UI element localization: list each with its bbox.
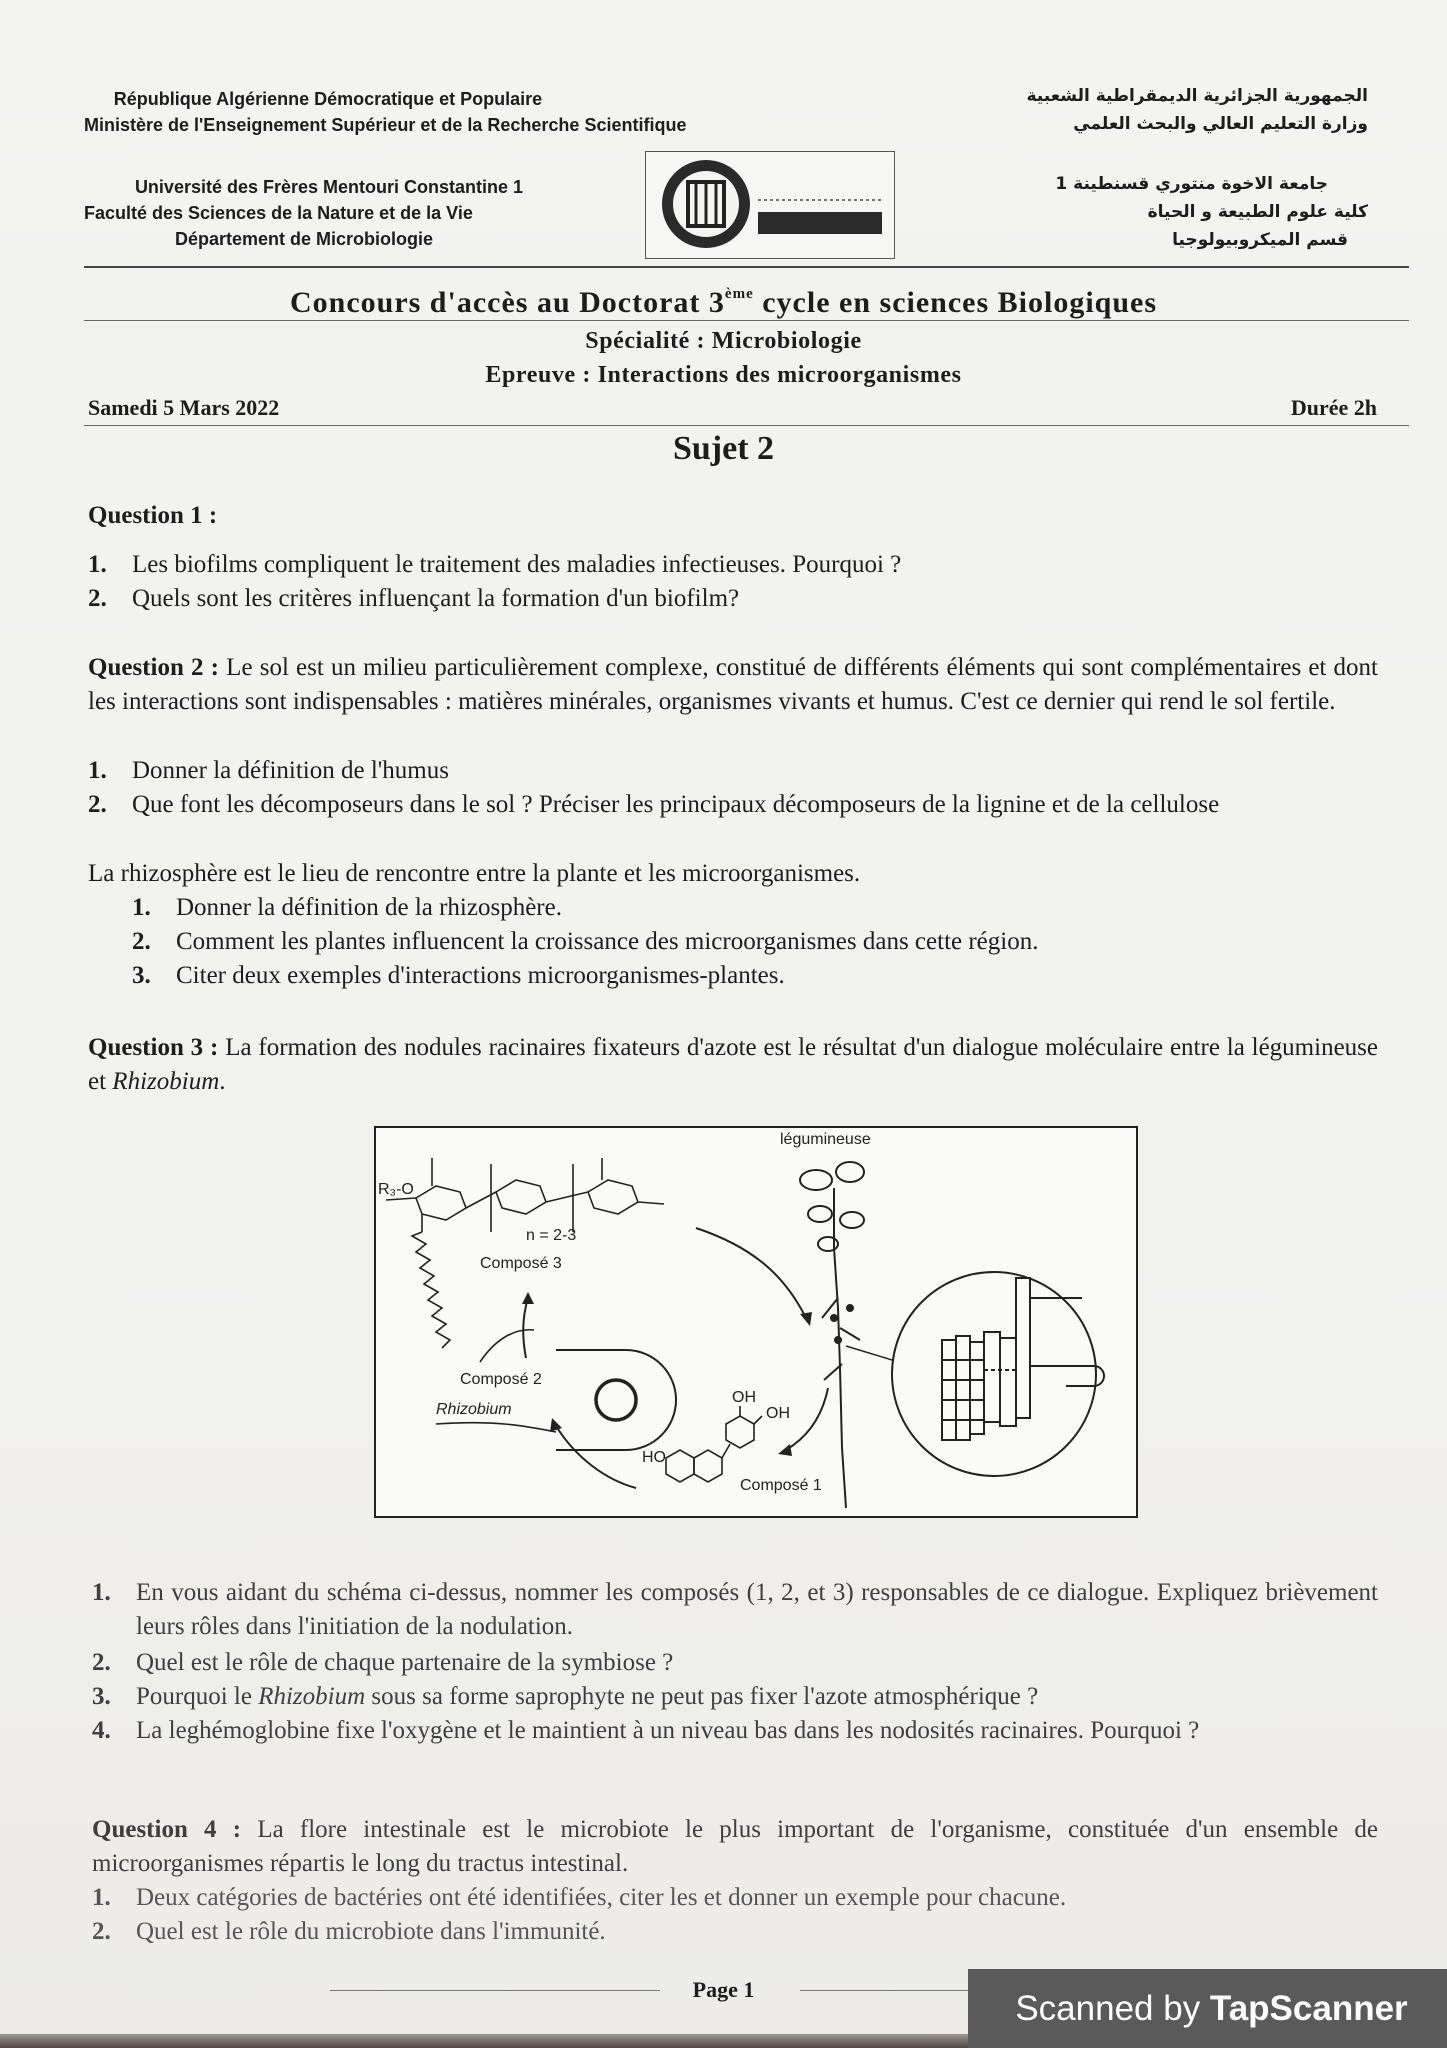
arrow-to-compose-3 [523,1298,528,1358]
nodulation-diagram-svg [376,1128,1136,1516]
header-divider [84,266,1409,268]
header-department: Département de Microbiologie [174,229,434,249]
nod-factor-n-label: n = 2-3 [526,1227,577,1244]
flavonoid-molecule [666,1406,762,1482]
question-3-intro: Question 3 : La formation des nodules racinaires fixateurs d'azote est le résultat d'un dialogue moléculaire entre la légumineuse et Rhizobium. [88,1034,1378,1095]
header-university: Université des Frères Mentouri Constantine 1 [134,177,524,197]
question-1-list [88,548,1378,616]
nod-factor-molecule [386,1158,664,1348]
header-faculty: Faculté des Sciences de la Nature et de la Vie [84,203,473,223]
header-right-bottom [940,170,1368,254]
arrow-head-icon [550,1418,562,1432]
scanner-watermark: Scanned by TapScanner [968,1969,1447,2048]
header-faculty-ar: كلية علوم الطبيعة و الحياة [1147,202,1368,222]
logo-emblem-icon [646,152,894,258]
legume-plant [800,1162,864,1508]
list-item: 2. Quels sont les critères influençant la formation d'un biofilm? [88,585,740,612]
svg-text:R₃-O: R₃-O [378,1181,414,1198]
header-department-ar: قسم الميكروبيولوجيا [1172,230,1348,250]
header-left-bottom [84,174,554,252]
list-item: 2. Que font les décomposeurs dans le sol ? Préciser les principaux décomposeurs de la lignine et de la cellulose [88,791,1220,818]
header-right-top [940,82,1368,138]
rhizobium-cell [556,1350,676,1450]
page-number: Page 1 [692,1977,755,2002]
legumineuse-label: légumineuse [780,1131,871,1148]
arrow-head-icon [778,1444,792,1456]
header-ministry-ar: وزارة التعليم العالي والبحث العلمي [1073,114,1368,134]
question-2-list [88,754,1378,822]
list-item: 1. Donner la définition de l'humus [88,757,449,784]
exam-date: Samedi 5 Mars 2022 [88,395,280,420]
rhizosphere-intro: La rhizosphère est le lieu de rencontre entre la plante et les microorganismes. [88,860,861,887]
question-1-heading: Question 1 : [88,502,218,529]
compose-1-label: Composé 1 [740,1477,822,1494]
list-item: 1. Deux catégories de bactéries ont été identifiées, citer les et donner un exemple pour chacune. [92,1884,1067,1911]
svg-text:HO: HO [642,1449,666,1466]
arrow-to-compose-1 [786,1388,828,1450]
footer-rule-right [800,1990,968,1991]
svg-text:OH: OH [766,1405,790,1422]
question-4-intro: Question 4 : La flore intestinale est le microbiote le plus important de l'organisme, constituée d'un ensemble de microorganismes répartis le long du tractus intestinal. [92,1816,1378,1877]
rhizobium-label: Rhizobium [436,1401,512,1418]
arrow-to-plant [696,1228,806,1318]
arrow-to-rhizobium [556,1426,636,1488]
title-underline [84,320,1409,321]
header-left-top [98,86,598,112]
date-underline [84,425,1409,426]
exam-epreuve: Epreuve : Interactions des microorganismes [485,362,962,388]
header-university-ar: جامعة الاخوة منتوري قسنطينة 1 [1055,174,1328,194]
list-item: 1. Donner la définition de la rhizosphère. [132,894,562,921]
header-ministry: Ministère de l'Enseignement Supérieur et de la Recherche Scientifique [84,115,687,135]
root-infection-zoom [892,1272,1104,1476]
list-item: 4. La leghémoglobine fixe l'oxygène et le maintient à un niveau bas dans les nodosités racinaires. Pourquoi ? [92,1717,1200,1744]
list-item: 3. Citer deux exemples d'interactions microorganismes-plantes. [132,962,785,989]
header-republic: République Algérienne Démocratique et Populaire [113,89,543,109]
header-republic-ar: الجمهورية الجزائرية الديمقراطية الشعبية [1026,86,1368,106]
nodulation-diagram [374,1126,1138,1518]
compose-3-label: Composé 3 [480,1255,562,1272]
list-item: 3. Pourquoi le Rhizobium sous sa forme saprophyte ne peut pas fixer l'azote atmosphérique ? [92,1683,1039,1710]
rhizosphere-list [132,891,1378,993]
list-item: 2. Quel est le rôle de chaque partenaire de la symbiose ? [92,1649,674,1676]
exam-specialite: Spécialité : Microbiologie [585,328,862,354]
arrow-head-icon [522,1292,534,1304]
sujet-title: Sujet 2 [672,430,775,467]
list-item: 2. Comment les plantes influencent la croissance des microorganismes dans cette région. [132,928,1039,955]
arrow-head-icon [800,1312,812,1326]
question-4-list [92,1881,1378,1949]
exam-title: Concours d'accès au Doctorat 3ème cycle en sciences Biologiques [289,286,1158,319]
svg-text:OH: OH [732,1389,756,1406]
list-item: 1. Les biofilms compliquent le traitement des maladies infectieuses. Pourquoi ? [88,551,902,578]
university-logo [645,151,895,259]
question-3-list [92,1576,1378,1748]
exam-duration: Durée 2h [1290,395,1377,420]
list-item: 2. Quel est le rôle du microbiote dans l'immunité. [92,1918,606,1945]
compose-2-label: Composé 2 [460,1371,542,1388]
question-2-intro: Question 2 : Le sol est un milieu particulièrement complexe, constitué de différents éléments qui sont complémentaires et dont les interactions sont indispensables : matières minérales, organismes vivants et humus. C'est ce dernier qui rend le sol fertile. [88,654,1378,715]
list-item: 1. En vous aidant du schéma ci-dessus, nommer les composés (1, 2, et 3) responsables de ce dialogue. Expliquez brièvement leurs rôles dans l'initiation de la nodulation. [92,1579,1378,1640]
